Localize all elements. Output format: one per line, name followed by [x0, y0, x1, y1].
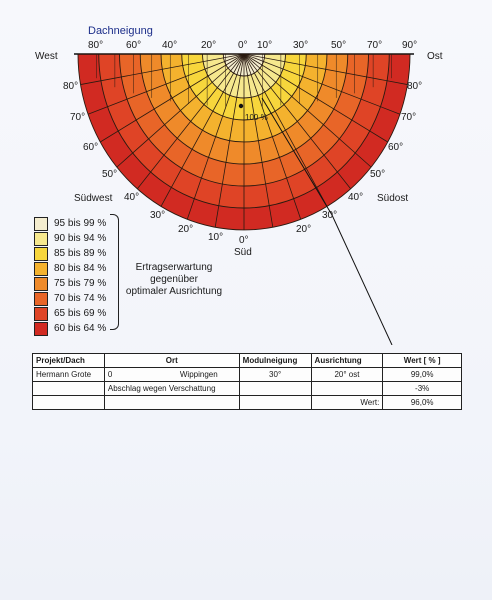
legend-brace	[110, 214, 119, 330]
table-row	[33, 396, 462, 410]
top-angle-10-right: 10°	[257, 40, 273, 51]
west-angle-40: 40°	[124, 192, 140, 203]
cell-wert: 99,0%	[383, 368, 462, 382]
legend-swatch	[34, 247, 48, 261]
center-value-label: 100 %	[245, 113, 268, 122]
cell-total-wert: 96,0%	[383, 396, 462, 410]
legend-label: 75 bis 79 %	[54, 278, 107, 289]
top-angle-90-right: 90°	[402, 40, 418, 51]
table-header-row	[33, 354, 462, 368]
cell-empty	[239, 396, 311, 410]
cell-ausrichtung: 20° ost	[311, 368, 383, 382]
result-table	[32, 353, 462, 410]
cell-empty	[311, 382, 383, 396]
top-angle-80-left: 80°	[88, 40, 104, 51]
legend-caption-line: gegenüber	[150, 274, 198, 285]
east-angle-70: 70°	[401, 112, 417, 123]
top-angle-0: 0°	[238, 40, 248, 51]
legend-label: 60 bis 64 %	[54, 323, 107, 334]
west-angle-10: 10°	[208, 232, 224, 243]
cell-empty	[33, 396, 105, 410]
south-label: Süd	[234, 247, 252, 258]
west-angle-30: 30°	[150, 210, 166, 221]
top-angle-50-right: 50°	[331, 40, 347, 51]
legend-caption	[122, 262, 226, 298]
header-projekt: Projekt/Dach	[33, 354, 105, 368]
southwest-label: Südwest	[74, 193, 113, 204]
west-angle-20: 20°	[178, 224, 194, 235]
header-ort: Ort	[104, 354, 239, 368]
cell-ort-code: 0	[107, 370, 113, 379]
top-angle-60-left: 60°	[126, 40, 142, 51]
header-wert: Wert [ % ]	[383, 354, 462, 368]
east-angle-60: 60°	[388, 142, 404, 153]
legend-label: 65 bis 69 %	[54, 308, 107, 319]
legend-swatch	[34, 277, 48, 291]
top-angle-20-left: 20°	[201, 40, 217, 51]
legend-swatch	[34, 322, 48, 336]
legend-label: 80 bis 84 %	[54, 263, 107, 274]
legend-caption-line: optimaler Ausrichtung	[125, 286, 223, 297]
legend-label: 95 bis 99 %	[54, 218, 107, 229]
legend-swatch	[34, 307, 48, 321]
legend-swatch	[34, 262, 48, 276]
legend-label: 85 bis 89 %	[54, 248, 107, 259]
south-angle-label: 0°	[239, 235, 249, 246]
cell-total-label: Wert:	[311, 396, 383, 410]
west-angle-50: 50°	[102, 169, 118, 180]
west-angle-80: 80°	[63, 81, 79, 92]
optimum-marker	[239, 104, 243, 108]
cell-ort-name: Wippingen	[179, 370, 218, 379]
east-angle-20: 20°	[296, 224, 312, 235]
legend-label: 90 bis 94 %	[54, 233, 107, 244]
cell-projekt: Hermann Grote	[33, 368, 105, 382]
east-angle-30: 30°	[322, 210, 338, 221]
top-angle-40-left: 40°	[162, 40, 178, 51]
diagram-title: Dachneigung	[88, 25, 153, 37]
legend-swatch	[34, 232, 48, 246]
cell-abschlag-label: Abschlag wegen Verschattung	[104, 382, 239, 396]
legend-label: 70 bis 74 %	[54, 293, 107, 304]
table-row	[33, 368, 462, 382]
east-angle-40: 40°	[348, 192, 364, 203]
west-label: West	[35, 51, 58, 62]
west-angle-70: 70°	[70, 112, 86, 123]
east-angle-80: 80°	[407, 81, 423, 92]
cell-empty	[104, 396, 239, 410]
legend-swatch	[34, 292, 48, 306]
southeast-label: Südost	[377, 193, 409, 204]
table-row	[33, 382, 462, 396]
cell-empty	[239, 382, 311, 396]
east-label: Ost	[427, 51, 443, 62]
header-modulneigung: Modulneigung	[239, 354, 311, 368]
top-angle-30-right: 30°	[293, 40, 309, 51]
cell-empty	[33, 382, 105, 396]
cell-ort	[104, 368, 239, 382]
legend-caption-line: Ertragserwartung	[135, 262, 213, 273]
legend-swatch	[34, 217, 48, 231]
cell-abschlag-wert: -3%	[383, 382, 462, 396]
east-angle-50: 50°	[370, 169, 386, 180]
cell-neigung: 30°	[239, 368, 311, 382]
header-ausrichtung: Ausrichtung	[311, 354, 383, 368]
top-angle-70-right: 70°	[367, 40, 383, 51]
west-angle-60: 60°	[83, 142, 99, 153]
